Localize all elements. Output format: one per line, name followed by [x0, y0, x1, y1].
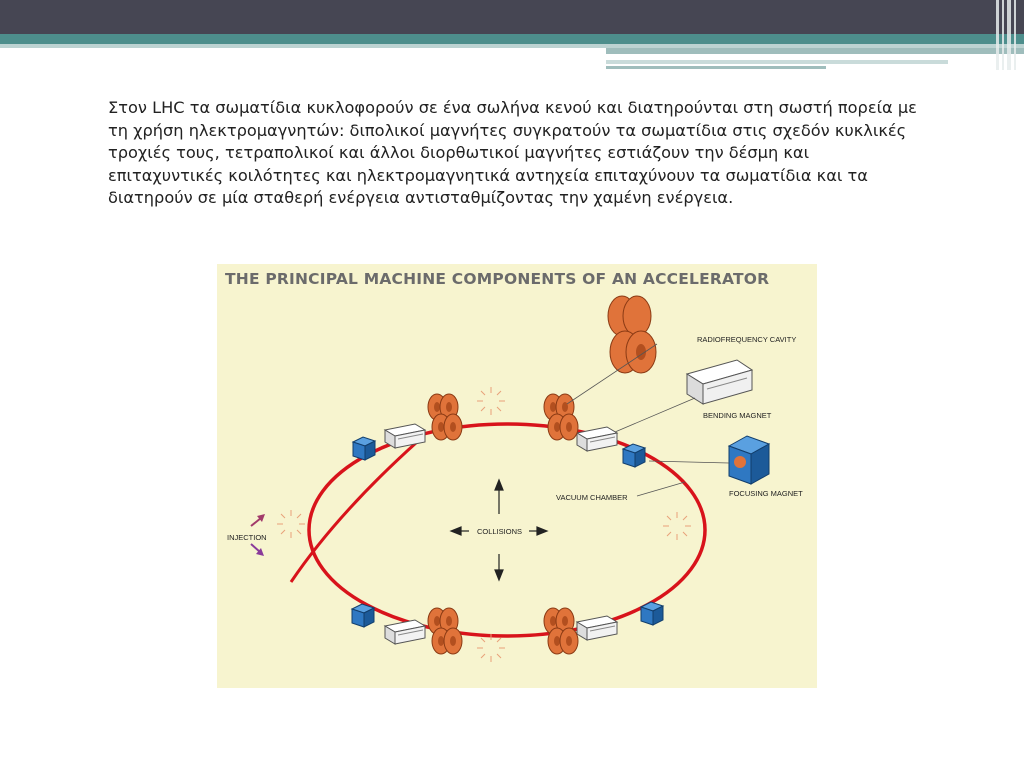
header-decor-line	[606, 66, 826, 69]
header-decor-line	[606, 60, 948, 64]
accelerator-diagram	[217, 264, 817, 688]
rf-cavity-icon	[544, 394, 578, 440]
header-band	[0, 0, 1024, 34]
vacuum-chamber-label: VACUUM CHAMBER	[556, 493, 628, 502]
diagram-title: THE PRINCIPAL MACHINE COMPONENTS OF AN ACCELERATOR	[225, 270, 770, 288]
rf-cavity-icon	[428, 608, 462, 654]
focusing-magnet-icon	[352, 604, 374, 627]
rf-cavity-label: RADIOFREQUENCY CAVITY	[697, 335, 797, 344]
focusing-magnet-label: FOCUSING MAGNET	[729, 489, 803, 498]
focusing-magnet-icon	[353, 437, 375, 460]
collisions-label: COLLISIONS	[477, 527, 523, 536]
injection-label: INJECTION	[227, 533, 267, 542]
accelerator-diagram-svg	[217, 264, 817, 688]
focusing-magnet-icon	[641, 602, 663, 625]
rf-cavity-icon	[544, 608, 578, 654]
focusing-magnet-icon	[623, 444, 645, 467]
header-accent-strip	[0, 34, 1024, 44]
header-decor-line	[606, 48, 1024, 54]
rf-cavity-icon	[428, 394, 462, 440]
focusing-magnet-legend-icon	[729, 436, 769, 484]
bending-magnet-label: BENDING MAGNET	[703, 411, 772, 420]
slide-paragraph: Στον LHC τα σωματίδια κυκλοφορούν σε ένα σωλήνα κενού και διατηρούνται στη σωστή πορεία με τη χρήση ηλεκτρομαγνητών: διπολικοί μαγνήτες συγκρατούν τα σωματίδια στις σχεδόν κυκλικές τροχιές τους, τετραπολικοί και άλλοι διορθωτικοί μαγνήτες εστιάζουν την δέσμη και επιταχυντικές κοιλότητες και ηλεκτρομαγνητικά αντηχεία επιταχύνουν τα σωματίδια και τα διατηρούν σε μία σταθερή ενέργεια αντισταθμίζοντας την χαμένη ενέργεια.	[108, 98, 917, 208]
header-vertical-bars	[996, 0, 1016, 70]
